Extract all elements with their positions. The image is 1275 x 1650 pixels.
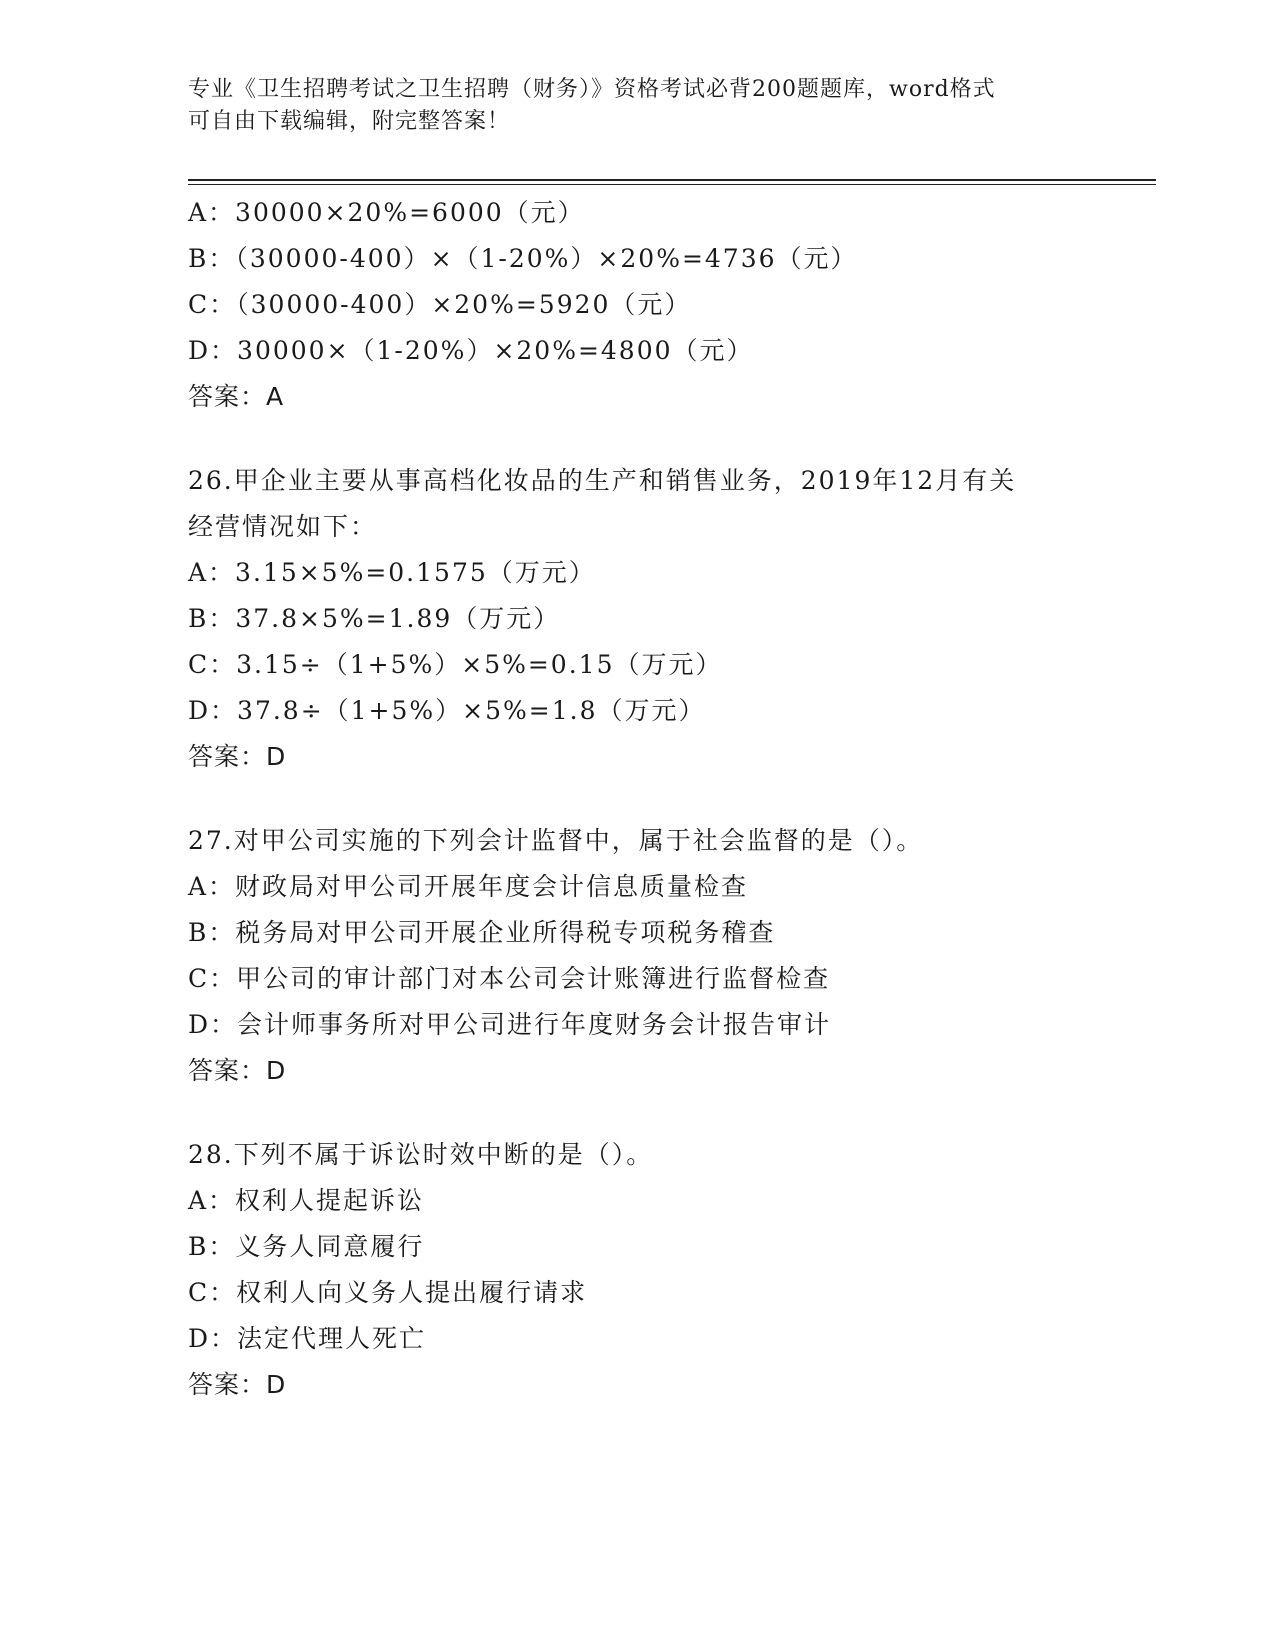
document-header xyxy=(188,74,1088,138)
option-c: C：3.15÷（1+5%）×5%=0.15（万元） xyxy=(188,650,723,679)
option-d: D：法定代理人死亡 xyxy=(188,1324,427,1353)
answer-line: 答案：D xyxy=(188,742,287,771)
header-line-1: 专业《卫生招聘考试之卫生招聘（财务）》资格考试必背200题题库，word格式 xyxy=(188,77,996,102)
option-d: D：30000×（1-20%）×20%=4800（元） xyxy=(188,336,754,365)
option-b: B：37.8×5%=1.89（万元） xyxy=(188,604,561,633)
option-d: D：37.8÷（1+5%）×5%=1.8（万元） xyxy=(188,696,706,725)
question-stem-line-1: 28.下列不属于诉讼时效中断的是（）。 xyxy=(188,1140,654,1169)
question-block-26 xyxy=(188,458,1148,780)
question-block-28 xyxy=(188,1132,1148,1408)
answer-line: 答案：D xyxy=(188,1370,287,1399)
option-b: B：义务人同意履行 xyxy=(188,1232,425,1261)
option-b: B：税务局对甲公司开展企业所得税专项税务稽查 xyxy=(188,918,776,947)
header-divider-thick xyxy=(188,179,1156,181)
question-block-27 xyxy=(188,818,1148,1094)
question-list xyxy=(188,190,1148,1446)
answer-line: 答案：A xyxy=(188,382,285,411)
header-line-2: 可自由下载编辑，附完整答案！ xyxy=(188,109,511,134)
question-stem-line-1: 26.甲企业主要从事高档化妆品的生产和销售业务，2019年12月有关 xyxy=(188,466,1017,495)
question-stem-line-2: 经营情况如下： xyxy=(188,512,378,541)
question-stem-line-1: 27.对甲公司实施的下列会计监督中，属于社会监督的是（）。 xyxy=(188,826,924,855)
answer-line: 答案：D xyxy=(188,1056,287,1085)
option-a: A：财政局对甲公司开展年度会计信息质量检查 xyxy=(188,872,749,901)
option-a: A：权利人提起诉讼 xyxy=(188,1186,425,1215)
option-d: D：会计师事务所对甲公司进行年度财务会计报告审计 xyxy=(188,1010,832,1039)
option-c: C：权利人向义务人提出履行请求 xyxy=(188,1278,588,1307)
option-b: B：（30000-400）×（1-20%）×20%=4736（元） xyxy=(188,244,858,273)
option-a: A：30000×20%=6000（元） xyxy=(188,198,585,227)
option-c: C：（30000-400）×20%=5920（元） xyxy=(188,290,692,319)
option-a: A：3.15×5%=0.1575（万元） xyxy=(188,558,596,587)
header-divider-thin xyxy=(188,184,1156,185)
option-c: C：甲公司的审计部门对本公司会计账簿进行监督检查 xyxy=(188,964,831,993)
question-block-25 xyxy=(188,190,1148,420)
